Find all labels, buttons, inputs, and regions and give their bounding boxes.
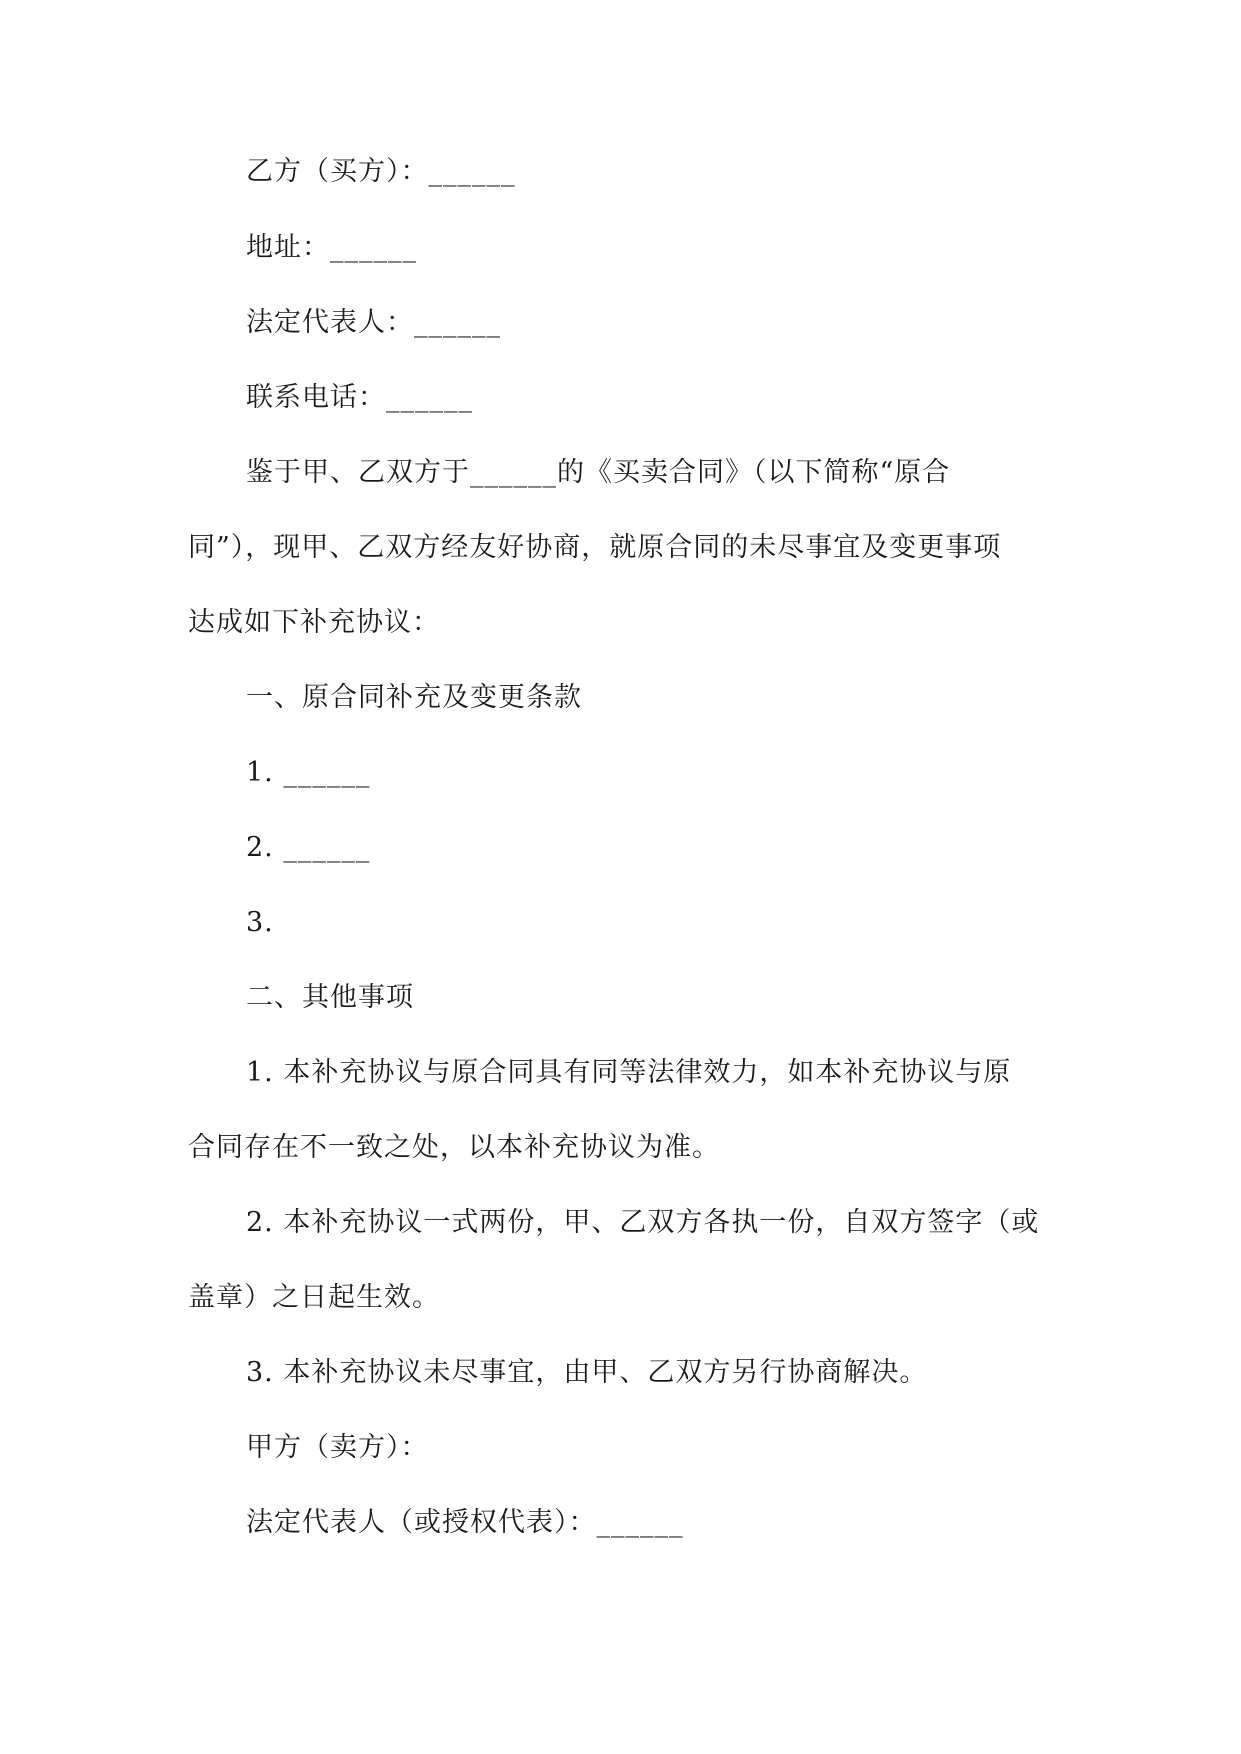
section2-heading: 二、其他事项 <box>246 982 414 1013</box>
party-a-line: 甲方（卖方）： <box>246 1432 429 1463</box>
preamble-line-1: 鉴于甲、乙双方于______的《买卖合同》（以下简称“原合 <box>246 457 951 488</box>
preamble-line-3: 达成如下补充协议： <box>188 607 440 638</box>
section2-item-3: 3. 本补充协议未尽事宜，由甲、乙双方另行协商解决。 <box>246 1357 928 1388</box>
party-a-rep-line: 法定代表人（或授权代表）：______ <box>246 1507 684 1538</box>
address-line: 地址：______ <box>246 232 417 263</box>
section2-item-2-line-2: 盖章）之日起生效。 <box>188 1282 440 1313</box>
section2-item-1-line-1: 1. 本补充协议与原合同具有同等法律效力，如本补充协议与原 <box>246 1057 1012 1088</box>
section1-item-2: 2. ______ <box>246 832 371 863</box>
section1-item-3: 3. <box>246 907 274 938</box>
preamble-line-2: 同”），现甲、乙双方经友好协商，就原合同的未尽事宜及变更事项 <box>188 532 1002 563</box>
party-b-line: 乙方（买方）：______ <box>246 156 516 187</box>
legal-rep-line: 法定代表人：______ <box>246 307 501 338</box>
section2-item-2-line-1: 2. 本补充协议一式两份，甲、乙双方各执一份，自双方签字（或 <box>246 1207 1040 1238</box>
section1-heading: 一、原合同补充及变更条款 <box>246 682 582 713</box>
section2-item-1-line-2: 合同存在不一致之处，以本补充协议为准。 <box>188 1132 720 1163</box>
section1-item-1: 1. ______ <box>246 757 371 788</box>
phone-line: 联系电话：______ <box>246 382 473 413</box>
